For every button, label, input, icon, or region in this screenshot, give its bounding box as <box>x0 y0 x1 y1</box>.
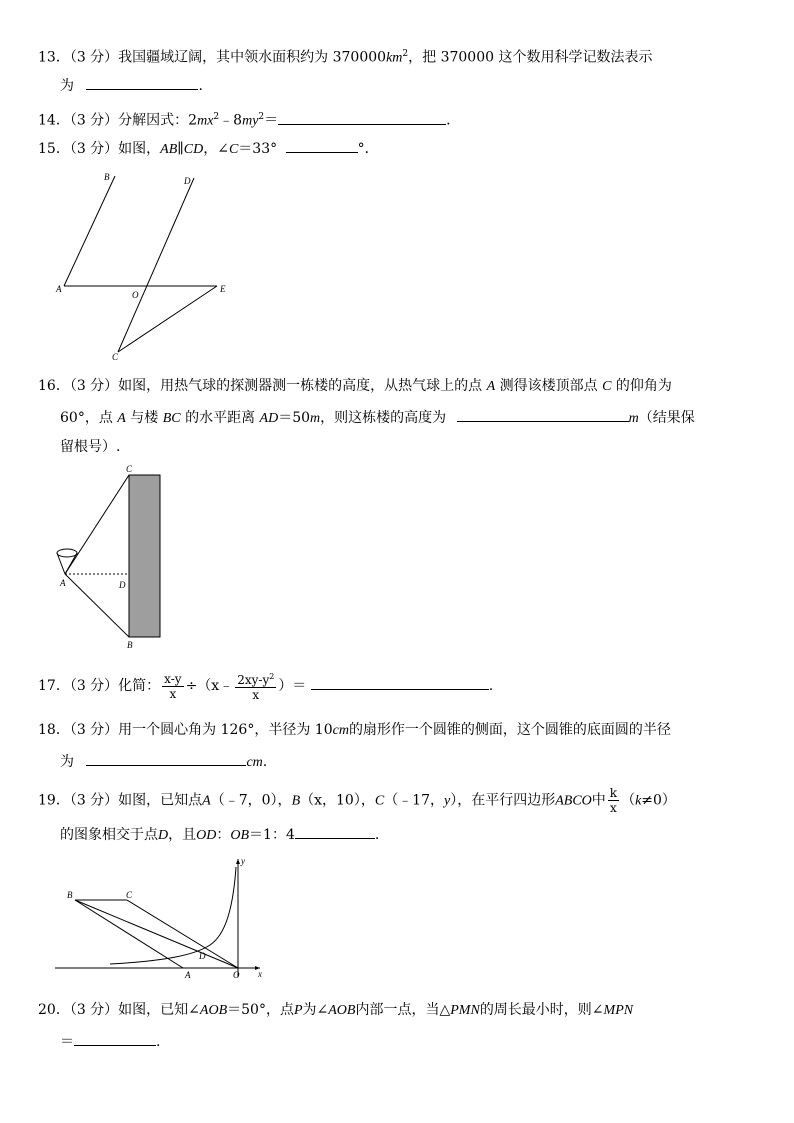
q16-text-1b: 测得该楼顶部点 <box>499 378 598 394</box>
q16-answer-blank[interactable] <box>457 407 629 422</box>
q16-c1: C <box>602 379 612 394</box>
q19-label-d: D <box>199 951 206 961</box>
q19-od: OD <box>196 828 217 843</box>
q20-pmn: PMN <box>450 1003 480 1018</box>
q19-text-1g: （ <box>621 792 636 809</box>
question-20-line1 <box>38 1000 633 1021</box>
q16-ad: AD <box>259 411 279 426</box>
q15-eq: ＝33° <box>238 141 278 157</box>
q19-text-1b: （﹣7，0）， <box>210 792 292 809</box>
q19-frac-den: x <box>610 801 617 815</box>
question-18-line2 <box>60 751 267 773</box>
q19-label-c: C <box>126 890 133 900</box>
q13-answer-blank[interactable] <box>86 75 198 90</box>
q19-abco: ABCO <box>555 793 592 809</box>
q14-text: 14．（3 分）分解因式：2 <box>38 112 198 129</box>
q20-mpn: MPN <box>603 1003 634 1018</box>
question-18-line1 <box>38 720 671 741</box>
q19-text-2d: ＝1：4 <box>249 827 295 843</box>
q14-answer-blank[interactable] <box>278 110 446 125</box>
q14-expr2: my <box>242 113 259 129</box>
q15-label-d: D <box>184 176 191 186</box>
question-15 <box>38 138 379 160</box>
q14-sup1: 2 <box>213 112 220 122</box>
q18-cm2: cm <box>246 755 263 770</box>
q17-close: ）＝ <box>278 678 307 694</box>
q18-period: . <box>262 754 268 770</box>
q16-label-d: D <box>119 580 126 590</box>
q16-text-3: 留根号）. <box>60 439 121 455</box>
q13-text-post: ，把 370000 这个数用科学记数法表示 <box>408 49 653 66</box>
q19-text-2c: ： <box>216 827 231 843</box>
q15-figure <box>52 168 232 364</box>
building <box>129 475 160 637</box>
q16-text-2b: 与楼 <box>130 410 159 426</box>
q20-period: . <box>156 1034 161 1050</box>
q18-text-1a: 18．（3 分）用一个圆心角为 126°，半径为 10 <box>38 722 333 738</box>
q16-label-a: A <box>60 578 66 588</box>
q16-a2: A <box>117 411 126 426</box>
question-19-line1 <box>38 786 676 816</box>
q17-frac1-num: x-y <box>164 671 182 686</box>
q16-text-1: 16．（3 分）如图，用热气球的探测器测一栋楼的高度，从热气球上的点 <box>38 378 483 394</box>
q19-label-o: O <box>233 970 240 980</box>
q17-frac2-num: 2xy-y <box>237 673 270 687</box>
q16-text-1c: 的仰角为 <box>615 378 672 394</box>
q14-sup2: 2 <box>258 112 265 122</box>
q19-frac-num: k <box>609 786 618 800</box>
q14-expr1: mx <box>197 113 214 129</box>
q16-figure <box>52 462 172 652</box>
q15-text: 15．（3 分）如图， <box>38 141 161 157</box>
q14-mid: ﹣8 <box>219 112 243 129</box>
q20-text-2a: ＝ <box>60 1034 74 1050</box>
q19-text-2b: ，且 <box>168 827 197 843</box>
q19-c: C <box>374 793 385 809</box>
q15-label-a: A <box>56 284 62 294</box>
question-19-line2 <box>60 824 379 846</box>
q14-eq: ＝ <box>264 112 279 129</box>
question-16-line1 <box>38 376 672 397</box>
q16-a1: A <box>486 379 496 394</box>
q15-angle-var: C <box>228 142 239 157</box>
q15-label-c: C <box>112 352 119 362</box>
q13-period: . <box>198 78 203 94</box>
q15-post: °． <box>357 141 379 157</box>
q20-answer-blank[interactable] <box>74 1031 156 1046</box>
q16-bc: BC <box>162 411 181 426</box>
q16-text-2e: ，则这栋楼的高度为 <box>320 410 447 426</box>
q19-k: k <box>635 793 642 809</box>
q16-text-2d: ＝50 <box>278 410 311 426</box>
q20-aob2: AOB <box>328 1003 356 1018</box>
question-16-line3 <box>60 437 120 457</box>
q18-text-2a: 为 <box>60 754 74 770</box>
q19-text-1e: ），在平行四边形 <box>450 792 556 809</box>
q15-label-e: E <box>220 284 226 294</box>
q16-text-2f: （结果保 <box>638 410 695 426</box>
q17-fraction-1 <box>162 672 183 701</box>
q19-period: . <box>374 827 380 843</box>
q18-text-1b: 的扇形作一个圆锥的侧面，这个圆锥的底面圆的半径 <box>348 722 671 738</box>
q20-text-1e: 的周长最小时，则∠ <box>479 1002 604 1018</box>
q19-fraction <box>608 786 619 815</box>
question-16-line2 <box>60 407 695 429</box>
q17-frac1-den: x <box>169 686 177 701</box>
q16-label-c: C <box>126 464 133 474</box>
q14-period: . <box>446 112 451 129</box>
q19-y: y <box>444 793 451 809</box>
question-17 <box>38 670 493 702</box>
question-13-line2 <box>60 75 203 96</box>
q17-period: . <box>488 678 494 694</box>
q13-text: 13．（3 分）我国疆域辽阔，其中领水面积约为 370000 <box>38 49 387 66</box>
q19-label-a: A <box>185 970 191 980</box>
q16-label-b: B <box>127 640 133 650</box>
q16-m1: m <box>310 411 321 426</box>
q15-rel: AB∥CD <box>160 142 204 157</box>
q16-m2: m <box>628 411 639 426</box>
question-20-line2 <box>60 1031 160 1052</box>
q15-label-o: O <box>132 290 139 300</box>
q19-label-b: B <box>67 890 73 900</box>
q20-text-1c: 为∠ <box>302 1002 329 1018</box>
q17-fraction-2 <box>235 670 276 702</box>
q19-a: A <box>202 793 211 809</box>
q15-label-b: B <box>104 172 110 182</box>
q15-answer-blank[interactable] <box>286 138 358 153</box>
q19-label-x: x <box>258 969 262 979</box>
q17-frac2-den: x <box>252 688 260 702</box>
q20-p: P <box>293 1003 303 1018</box>
q20-aob1: AOB <box>199 1003 228 1018</box>
q18-answer-blank[interactable] <box>86 751 246 766</box>
question-13-line1 <box>38 44 652 69</box>
balloon-icon <box>57 549 77 557</box>
q20-text-1d: 内部一点，当△ <box>355 1002 451 1018</box>
q18-cm1: cm <box>332 723 349 738</box>
q16-text-2a: 60°，点 <box>60 410 113 426</box>
q19-text-1c: （x，10）， <box>300 792 375 809</box>
q15-mid: ，∠ <box>203 141 229 157</box>
q19-text-1h: ≠0） <box>641 792 676 809</box>
q19-figure <box>55 855 270 980</box>
q19-text-1a: 19．（3 分）如图，已知点 <box>38 792 203 809</box>
question-14 <box>38 107 451 132</box>
q13-text-2: 为 <box>60 78 74 94</box>
q17-answer-blank[interactable] <box>311 675 489 690</box>
q19-label-y: y <box>241 856 245 866</box>
q13-unit: km <box>386 50 403 66</box>
q20-text-1a: 20．（3 分）如图，已知∠ <box>38 1002 200 1018</box>
q17-frac2-sup: 2 <box>269 672 275 681</box>
q19-answer-blank[interactable] <box>295 824 375 839</box>
q17-text: 17．（3 分）化简： <box>38 678 161 694</box>
q19-ob: OB <box>230 828 250 843</box>
q19-text-2a: 的图象相交于点 <box>60 827 158 843</box>
q19-text-1f: 中 <box>591 792 606 809</box>
q17-div: ÷（x﹣ <box>185 678 234 694</box>
q19-text-1d: （﹣17， <box>384 792 445 809</box>
q13-sup: 2 <box>402 49 409 59</box>
q19-b: B <box>291 793 301 809</box>
q16-text-2c: 的水平距离 <box>185 410 256 426</box>
q20-text-1b: ＝50°，点 <box>227 1002 294 1018</box>
q19-d: D <box>158 828 169 843</box>
